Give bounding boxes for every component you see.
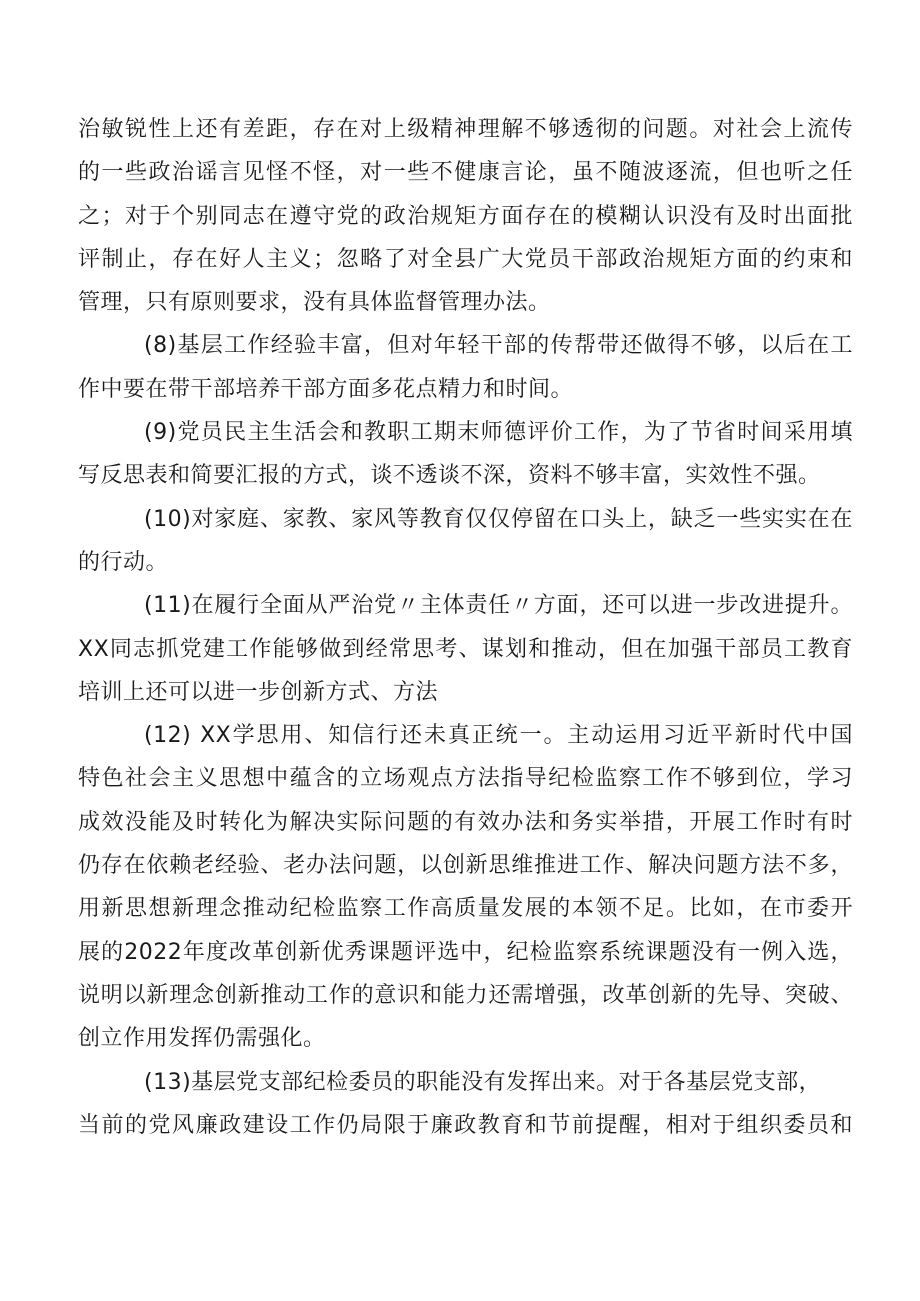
text-line: 说明以新理念创新推动工作的意识和能力还需增强，改革创新的先导、突破、 (78, 982, 853, 1008)
text-line: 之；对于个别同志在遵守党的政治规矩方面存在的模糊认识没有及时出面批 (78, 203, 853, 229)
text-line: 当前的党风廉政建设工作仍局限于廉政教育和节前提醒，相对于组织委员和 (78, 1112, 853, 1138)
text-line: 评制止，存在好人主义；忽略了对全县广大党员干部政治规矩方面的约束和 (78, 246, 853, 272)
text-line: 管理，只有原则要求，没有具体监督管理办法。 (78, 290, 551, 316)
text-line: 特色社会主义思想中蕴含的立场观点方法指导纪检监察工作不够到位，学习 (78, 766, 853, 792)
text-line: 用新思想新理念推动纪检监察工作高质量发展的本领不足。比如，在市委开 (78, 896, 853, 922)
text-line: 成效没能及时转化为解决实际问题的有效办法和务实举措，开展工作时有时 (78, 809, 853, 835)
text-line: 展的2022年度改革创新优秀课题评选中，纪检监察系统课题没有一例入选， (78, 939, 853, 965)
text-line: 的行动。 (78, 549, 169, 575)
text-line: (9)党员民主生活会和教职工期末师德评价工作，为了节省时间采用填 (144, 420, 853, 446)
text-line: (12) XX学思用、知信行还未真正统一。主动运用习近平新时代中国 (144, 723, 853, 749)
text-line: 仍存在依赖老经验、老办法问题，以创新思维推进工作、解决问题方法不多， (78, 853, 853, 879)
text-line: 写反思表和简要汇报的方式，谈不透谈不深，资料不够丰富，实效性不强。 (78, 463, 821, 489)
text-line: (8)基层工作经验丰富，但对年轻干部的传帮带还做得不够，以后在工 (144, 333, 853, 359)
text-line: XX同志抓党建工作能够做到经常思考、谋划和推动，但在加强干部员工教育 (78, 636, 853, 662)
text-line: (13)基层党支部纪检委员的职能没有发挥出来。对于各基层党支部， (144, 1069, 822, 1095)
text-line: 治敏锐性上还有差距，存在对上级精神理解不够透彻的问题。对社会上流传 (78, 117, 853, 142)
text-line: 创立作用发挥仍需强化。 (78, 1026, 326, 1052)
text-line: 培训上还可以进一步创新方式、方法 (78, 679, 439, 705)
text-line: (11)在履行全面从严治党〃主体责任〃方面，还可以进一步改进提升。 (144, 593, 853, 619)
text-line: 的一些政治谣言见怪不怪，对一些不健康言论，虽不随波逐流，但也听之任 (78, 160, 853, 186)
text-line: 作中要在带干部培养干部方面多花点精力和时间。 (78, 376, 574, 402)
text-line: (10)对家庭、家教、家风等教育仅仅停留在口头上，缺乏一些实实在在 (144, 506, 853, 532)
document-body (78, 108, 853, 1147)
